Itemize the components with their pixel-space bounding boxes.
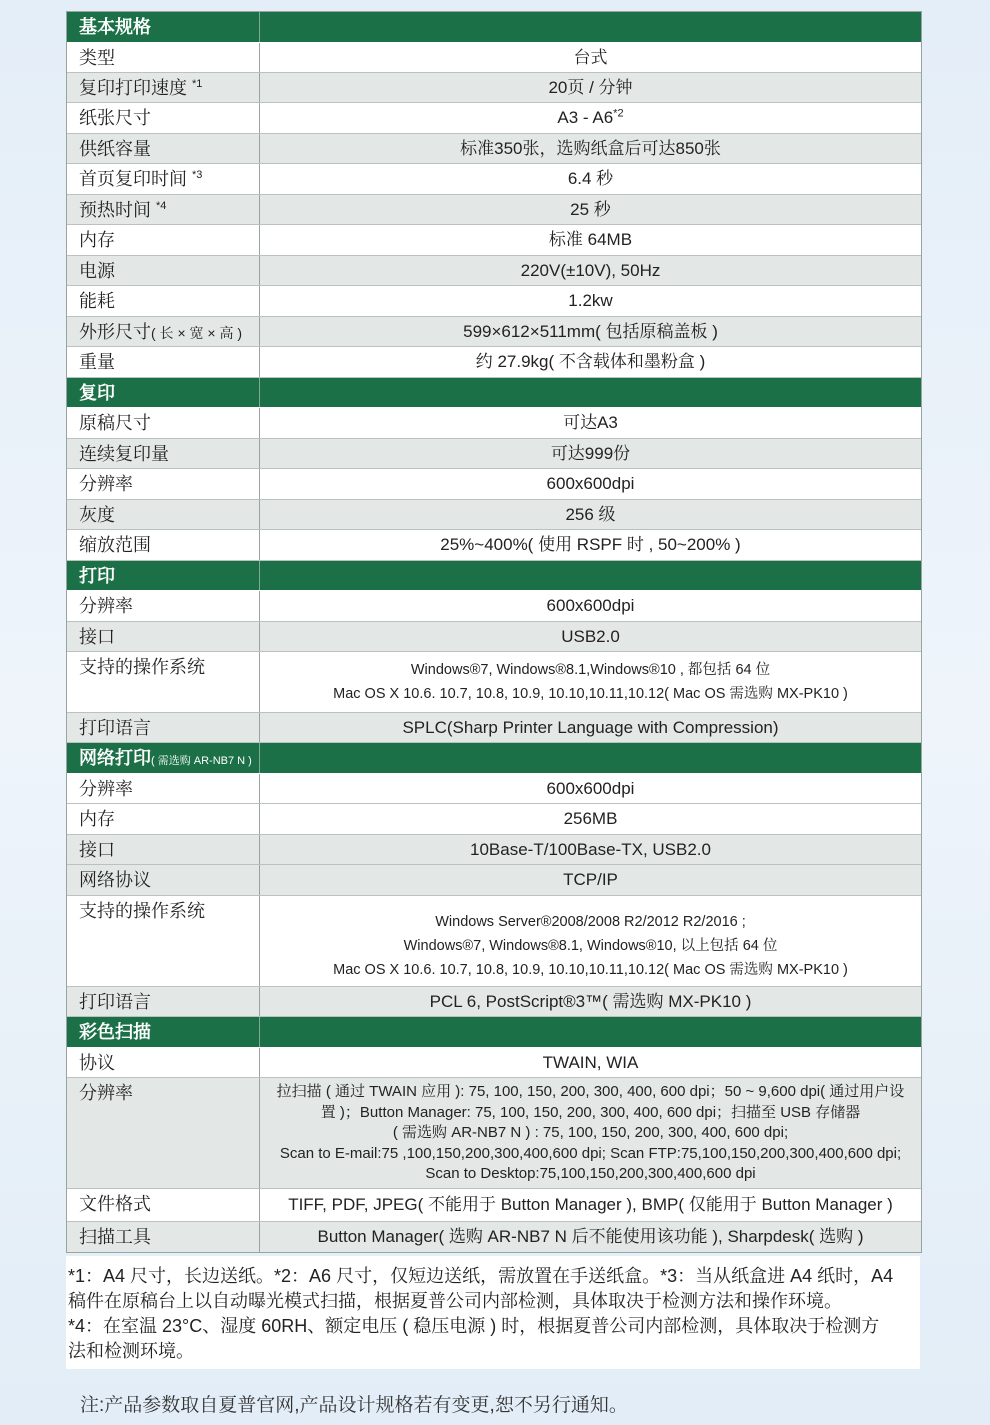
section-header-basic xyxy=(67,12,921,43)
footnote-marker: *4 xyxy=(156,200,167,212)
footnote-marker: *2 xyxy=(613,107,624,120)
table-row xyxy=(67,439,921,469)
table-row xyxy=(67,164,921,195)
row-label: 分辨率 xyxy=(67,469,260,499)
spec-table xyxy=(66,11,922,1253)
row-label: 内存 xyxy=(67,804,260,834)
row-value: 600x600dpi xyxy=(546,474,635,493)
table-row xyxy=(67,865,921,896)
row-label: 原稿尺寸 xyxy=(67,408,260,438)
row-value: Button Manager( 选购 AR-NB7 N 后不能使用该功能 ), Sharpdesk( 选购 ) xyxy=(317,1227,864,1246)
row-label: 灰度 xyxy=(67,500,260,529)
row-value: 599×612×511mm( 包括原稿盖板 ) xyxy=(463,321,718,341)
table-row xyxy=(67,347,921,378)
row-label: 打印语言 xyxy=(67,987,260,1016)
table-row xyxy=(67,286,921,317)
row-value: 台式 xyxy=(573,47,608,67)
row-value: 1.2kw xyxy=(568,291,613,310)
row-label: 支持的操作系统 xyxy=(67,652,260,712)
table-row xyxy=(67,408,921,439)
row-label: 网络协议 xyxy=(67,865,260,895)
table-row xyxy=(67,1222,921,1252)
section-title: 网络打印( 需选购 AR-NB7 N ) xyxy=(67,743,260,773)
row-value: 256MB xyxy=(563,809,618,828)
row-label: 分辨率 xyxy=(67,1078,260,1188)
row-label: 连续复印量 xyxy=(67,439,260,468)
row-label: 接口 xyxy=(67,622,260,651)
row-value: 20页 / 分钟 xyxy=(548,77,633,97)
row-value: A3 - A6$^{*2}$ xyxy=(557,107,624,127)
table-row xyxy=(67,1048,921,1078)
row-label: 能耗 xyxy=(67,286,260,316)
row-label: 缩放范围 xyxy=(67,530,260,560)
row-value: 600x600dpi xyxy=(546,596,635,615)
row-value: 10Base-T/100Base-TX, USB2.0 xyxy=(470,839,711,859)
row-value: TIFF, PDF, JPEG( 不能用于 Button Manager ), BMP( 仅能用于 Button Manager ) xyxy=(288,1195,893,1214)
row-label: 打印语言 xyxy=(67,713,260,742)
row-label: 电源 xyxy=(67,256,260,285)
section-header-color-scan xyxy=(67,1017,921,1048)
table-row xyxy=(67,43,921,73)
row-label: 接口 xyxy=(67,835,260,864)
row-value: Windows Server®2008/2008 R2/2012 R2/2016 ; Windows®7, Windows®8.1, Windows®10, 以上包括 64 位 Mac OS X 10.6. 10.7, 10.8, 10.9, 10.10,10.11,10.12( Mac OS 需选购 MX-PK10 ) xyxy=(333,913,848,978)
row-value: 拉扫描 ( 通过 TWAIN 应用 ): 75, 100, 150, 200, 300, 400, 600 dpi；50 ~ 9,600 dpi( 通过用户设 置 )；Button Manager: 75, 100, 150, 200, 300, 400, 600 dpi；扫描至 USB 存储器 ( 需选购 AR-NB7 N ) : 75, 100, 150, 200, 300, 400, 600 dpi; Scan to E-mail:75 ,100,150,200,300,400,600 dpi; Scan FTP:75,100,150,200,300,400,600 dpi; Scan to Desktop:75,100,150,200,300,400,600 dpi xyxy=(276,1083,905,1182)
row-label: 重量 xyxy=(67,347,260,377)
row-label: 内存 xyxy=(67,225,260,255)
table-row xyxy=(67,73,921,103)
row-value: PCL 6, PostScript®3™( 需选购 MX-PK10 ) xyxy=(429,991,752,1011)
table-row xyxy=(67,195,921,225)
table-row xyxy=(67,225,921,256)
row-value: TCP/IP xyxy=(563,870,618,889)
table-row xyxy=(67,622,921,652)
row-value: 标准 64MB xyxy=(548,230,633,249)
section-title: 基本规格 xyxy=(67,12,260,42)
row-value: 约 27.9kg( 不含载体和墨粉盒 ) xyxy=(475,352,706,371)
footnote-line: 法和检测环境。 xyxy=(68,1341,194,1361)
footnote-line: 稿件在原稿台上以自动曝光模式扫描，根据夏普公司内部检测，具体取决于检测方法和操作环境。 xyxy=(68,1291,842,1311)
table-row xyxy=(67,530,921,561)
section-title: 打印 xyxy=(67,561,260,590)
row-label: 预热时间 $^{*4}$ xyxy=(67,195,260,224)
footnote-marker: *1 xyxy=(192,78,203,90)
row-label: 纸张尺寸 xyxy=(67,103,260,133)
row-value: 标准350张，选购纸盒后可达850张 xyxy=(460,138,721,158)
table-row xyxy=(67,1189,921,1222)
table-row xyxy=(67,134,921,164)
row-label: 分辨率 xyxy=(67,591,260,621)
table-row xyxy=(67,652,921,713)
row-value: 可达A3 xyxy=(563,413,618,432)
row-value: 6.4 秒 xyxy=(567,169,614,188)
section-header-network-print xyxy=(67,743,921,774)
row-value: 600x600dpi xyxy=(546,778,635,798)
row-label: 支持的操作系统 xyxy=(67,896,260,986)
row-value: 25%~400%( 使用 RSPF 时 , 50~200% ) xyxy=(440,535,741,554)
table-row xyxy=(67,317,921,347)
table-row xyxy=(67,256,921,286)
section-header-print xyxy=(67,561,921,591)
footnotes xyxy=(66,1256,920,1369)
row-value: SPLC(Sharp Printer Language with Compression) xyxy=(402,717,779,737)
row-label: 复印打印速度 $^{*1}$ xyxy=(67,73,260,102)
row-label: 外形尺寸( 长 × 宽 × 高 ) xyxy=(67,317,260,346)
table-row xyxy=(67,835,921,865)
footnote-line: *1：A4 尺寸，长边送纸。*2：A6 尺寸，仅短边送纸，需放置在手送纸盒。*3：当从纸盒进 A4 纸时，A4 xyxy=(68,1266,894,1286)
row-label: 扫描工具 xyxy=(67,1222,260,1252)
row-label: 分辨率 xyxy=(67,774,260,803)
disclaimer: 注:产品参数取自夏普官网,产品设计规格若有变更,恕不另行通知。 xyxy=(80,1395,628,1416)
row-label: 协议 xyxy=(67,1048,260,1077)
row-label: 供纸容量 xyxy=(67,134,260,163)
row-label: 类型 xyxy=(67,43,260,72)
footnote-marker: *3 xyxy=(192,169,203,181)
section-title: 复印 xyxy=(67,378,260,407)
section-header-copy xyxy=(67,378,921,408)
table-row xyxy=(67,987,921,1017)
row-value: USB2.0 xyxy=(561,626,620,646)
table-row xyxy=(67,469,921,500)
row-value: 25 秒 xyxy=(570,199,611,219)
table-row xyxy=(67,774,921,804)
row-value: 可达999份 xyxy=(550,443,631,463)
table-row xyxy=(67,1078,921,1189)
table-row xyxy=(67,896,921,987)
row-value: 220V(±10V), 50Hz xyxy=(520,260,661,280)
table-row xyxy=(67,500,921,530)
section-title: 彩色扫描 xyxy=(67,1017,260,1047)
table-row xyxy=(67,591,921,622)
table-row xyxy=(67,713,921,743)
row-value: TWAIN, WIA xyxy=(542,1052,639,1072)
table-row xyxy=(67,804,921,835)
row-label: 首页复印时间 $^{*3}$ xyxy=(67,164,260,194)
table-row xyxy=(67,103,921,134)
row-value: Windows®7, Windows®8.1,Windows®10 , 都包括 64 位 Mac OS X 10.6. 10.7, 10.8, 10.9, 10.10,10.11,10.12( Mac OS 需选购 MX-PK10 ) xyxy=(333,662,848,702)
row-value: 256 级 xyxy=(565,504,616,524)
row-label: 文件格式 xyxy=(67,1189,260,1221)
footnote-line: *4：在室温 23°C、湿度 60RH、额定电压 ( 稳压电源 ) 时，根据夏普公司内部检测，具体取决于检测方 xyxy=(68,1316,880,1336)
